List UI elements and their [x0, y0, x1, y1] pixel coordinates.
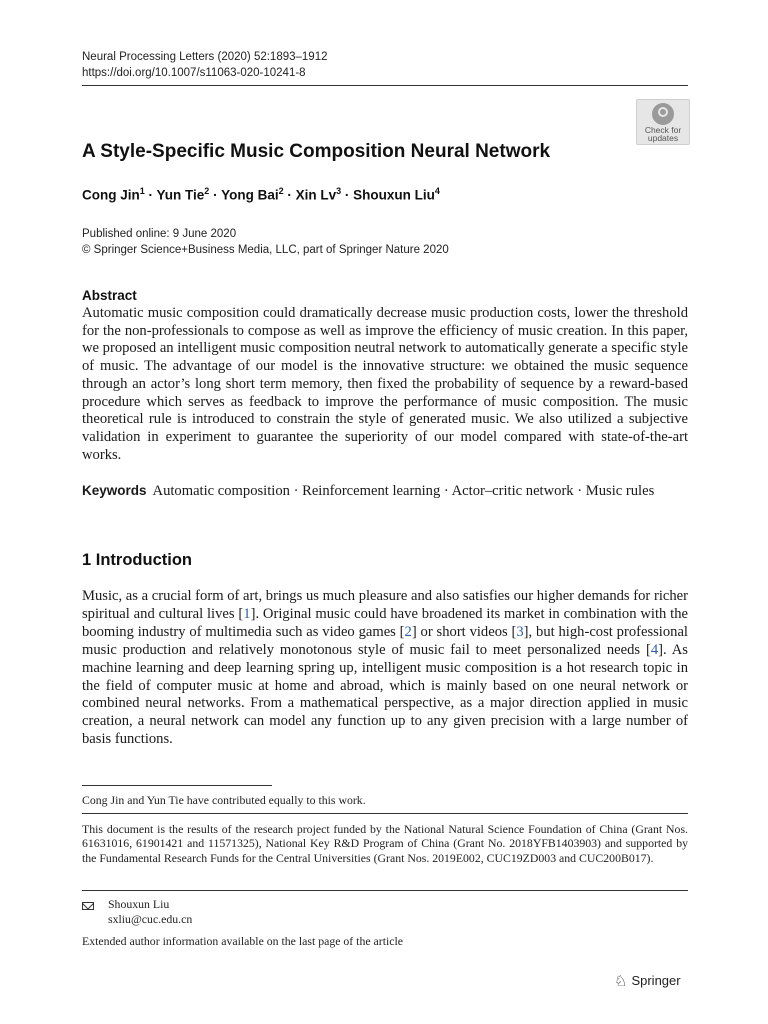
- crossmark-label-2: updates: [647, 133, 679, 143]
- author-affiliation: 3: [336, 186, 342, 196]
- author-separator: ·: [144, 187, 157, 203]
- extended-author-info: Extended author information available on the last page of the article: [82, 934, 404, 948]
- section-heading-introduction: 1 Introduction: [82, 551, 192, 569]
- intro-text-segment: ] or short videos [: [411, 623, 517, 640]
- author-affiliation: 4: [434, 186, 440, 196]
- intro-text-segment: Music, as a crucial form of art, brings us much pleasure and also satisfies our higher demands for richer spiritual and cultural lives [: [82, 588, 688, 622]
- publisher-name: Springer: [631, 973, 681, 988]
- footnote-divider: [82, 890, 688, 891]
- footnote-divider: [82, 813, 688, 814]
- footnote-divider: [82, 785, 272, 786]
- intro-text-segment: ], but high-cost professional music production and relatively monotonous style of music fail to meet personalized needs [: [82, 623, 688, 658]
- author-separator: ·: [209, 187, 222, 203]
- keywords: [82, 482, 688, 501]
- citation-link[interactable]: 2: [404, 623, 412, 640]
- doi-link[interactable]: https://doi.org/10.1007/s11063-020-10241-8: [82, 67, 306, 79]
- abstract-text: Automatic music composition could dramatically decrease music production costs, lower the threshold for the non-professionals to compose as well as improve the efficiency of music creation. In this paper, we proposed an intelligent music composition neutral network to automatically generate a specific style of music. The advantage of our model is the innovative structure: we obtained the music sequence through an actor’s long short term memory, then fixed the probability of sequence by a reward-based procedure which serves as feedback to improve the performance of music composition. The music theoretical rule is introduced to constrain the style of generated music. We also utilized a subjective validation in experiment to guarantee the superiority of our model compared with state-of-the-art works.: [82, 305, 688, 463]
- published-date: Published online: 9 June 2020: [82, 228, 237, 240]
- author-affiliation: 2: [278, 186, 284, 196]
- footnote-funding: This document is the results of the research project funded by the National Natural Science Foundation of China (Grant Nos. 61631016, 61901421 and 11571325), National Key R&D Program of China (Grant No. 2018YFB1403903) and supported by the Fundamental Research Funds for the Central Universities (Grant Nos. 2019E002, CUC19ZD003 and CUC200B017).: [82, 822, 688, 865]
- author-affiliation: 1: [139, 186, 145, 196]
- abstract-heading: Abstract: [82, 288, 137, 303]
- publisher-logo: [614, 972, 681, 990]
- intro-text-segment: ]. As machine learning and deep learning spring up, intelligent music composition is a hot research topic in the field of computer music at home and abroad, which is mainly based on one neural network or combined neural networks. From a mathematical perspective, as a major direction applied in music creation, a neural network can model any function up to any given precision with a large number of basis functions.: [82, 641, 688, 748]
- author-name[interactable]: Cong Jin: [82, 187, 140, 203]
- author-separator: ·: [283, 187, 296, 203]
- check-for-updates-badge[interactable]: [636, 99, 690, 145]
- author-list: [82, 186, 440, 203]
- corresponding-author: [108, 897, 192, 927]
- introduction-paragraph: [82, 588, 688, 749]
- keywords-label: Keywords: [82, 483, 147, 498]
- intro-text-segment: ]. Original music could have broadened its market in combination with the booming industry of multimedia such as video games [: [82, 605, 688, 640]
- citation-link[interactable]: 3: [516, 623, 524, 640]
- journal-citation: Neural Processing Letters (2020) 52:1893–1912: [82, 51, 328, 63]
- citation-link[interactable]: 4: [650, 641, 659, 658]
- crossmark-icon: [652, 103, 674, 125]
- header-divider: [82, 85, 688, 86]
- citation-link[interactable]: 1: [243, 605, 251, 622]
- author-name[interactable]: Shouxun Liu: [353, 187, 435, 203]
- contact-name: Shouxun Liu: [108, 897, 170, 911]
- author-name[interactable]: Xin Lv: [295, 187, 337, 203]
- author-separator: ·: [341, 187, 354, 203]
- envelope-icon: [82, 902, 94, 910]
- springer-horse-icon: ♘: [614, 973, 628, 990]
- paper-title: A Style-Specific Music Composition Neural Network: [82, 141, 551, 162]
- author-name[interactable]: Yun Tie: [156, 187, 205, 203]
- journal-header: [82, 49, 688, 81]
- author-name[interactable]: Yong Bai: [221, 187, 279, 203]
- contact-email[interactable]: sxliu@cuc.edu.cn: [108, 912, 193, 926]
- keywords-list: Automatic composition · Reinforcement learning · Actor–critic network · Music rules: [152, 483, 655, 499]
- crossmark-label-1: Check for: [644, 125, 682, 135]
- author-affiliation: 2: [204, 186, 210, 196]
- footnote-equal-contribution: Cong Jin and Yun Tie have contributed equally to this work.: [82, 793, 366, 807]
- copyright-notice: © Springer Science+Business Media, LLC, part of Springer Nature 2020: [82, 244, 449, 256]
- publication-info: [82, 226, 449, 258]
